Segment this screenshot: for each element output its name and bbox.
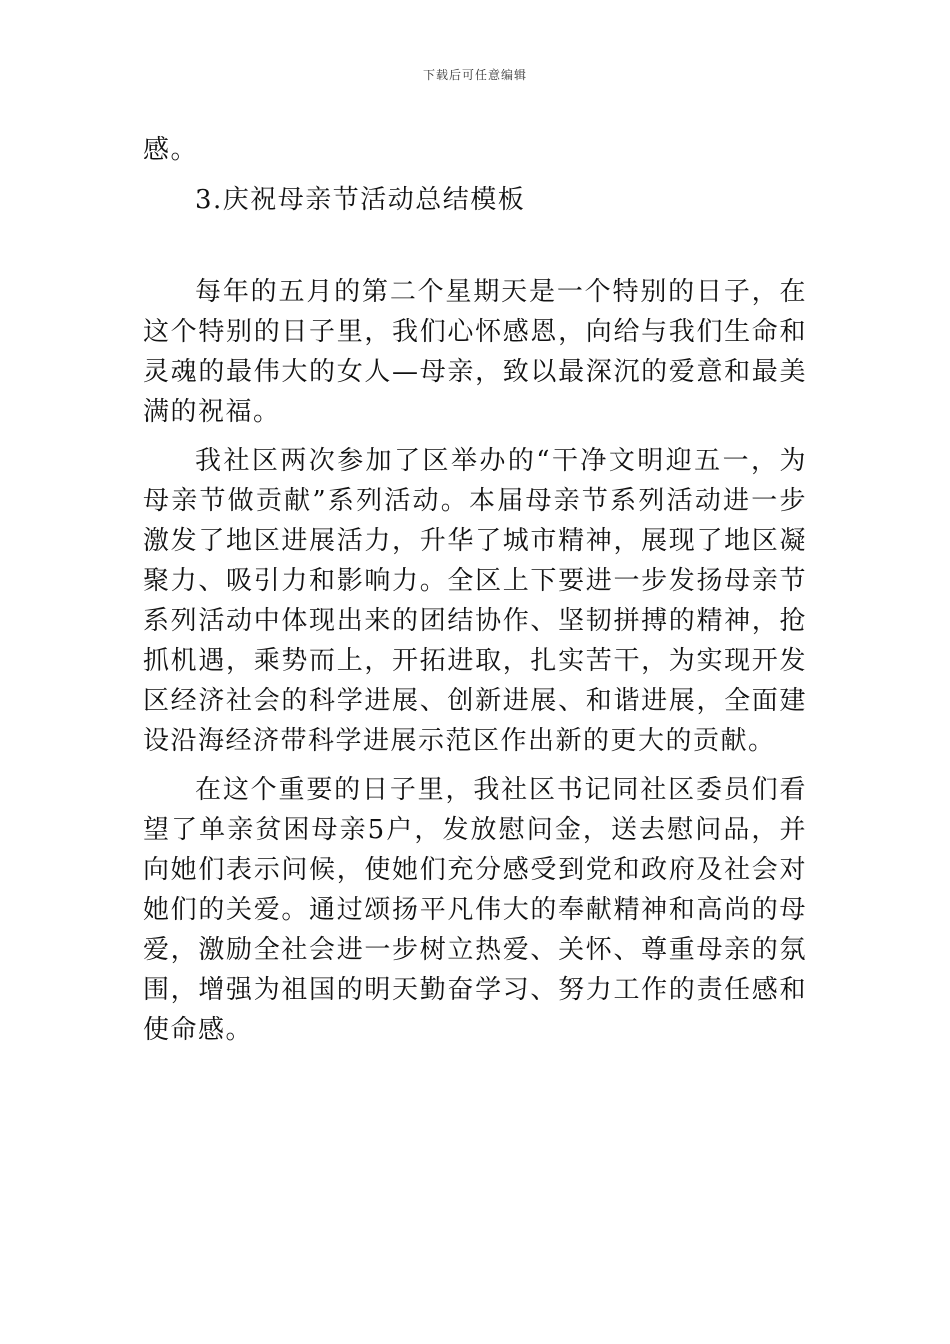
paragraph-3: 在这个重要的日子里，我社区书记同社区委员们看望了单亲贫困母亲5户，发放慰问金，送去慰问品，并向她们表示问候，使她们充分感受到党和政府及社会对她们的关爱。通过颂扬平凡伟大的奉献精神和高尚的母爱，激励全社会进一步树立热爱、关怀、尊重母亲的氛围，增强为祖国的明天勤奋学习、努力工作的责任感和使命感。	[143, 775, 807, 1045]
document-body	[143, 130, 807, 1059]
paragraph-2: 我社区两次参加了区举办的“干净文明迎五一，为母亲节做贡献”系列活动。本届母亲节系列活动进一步激发了地区进展活力，升华了城市精神，展现了地区凝聚力、吸引力和影响力。全区上下要进一步发扬母亲节系列活动中体现出来的团结协作、坚韧拼搏的精神，抢抓机遇，乘势而上，开拓进取，扎实苦干，为实现开发区经济社会的科学进展、创新进展、和谐进展，全面建设沿海经济带科学进展示范区作出新的更大的贡献。	[143, 446, 807, 756]
section-heading: 3.庆祝母亲节活动总结模板	[195, 185, 526, 215]
paragraph-1: 每年的五月的第二个星期天是一个特别的日子，在这个特别的日子里，我们心怀感恩，向给与我们生命和灵魂的最伟大的女人—母亲，致以最深沉的爱意和最美满的祝福。	[143, 277, 807, 427]
leading-fragment: 感。	[143, 135, 199, 165]
section-gap	[143, 220, 807, 272]
header-note: 下载后可任意编辑	[422, 68, 527, 82]
